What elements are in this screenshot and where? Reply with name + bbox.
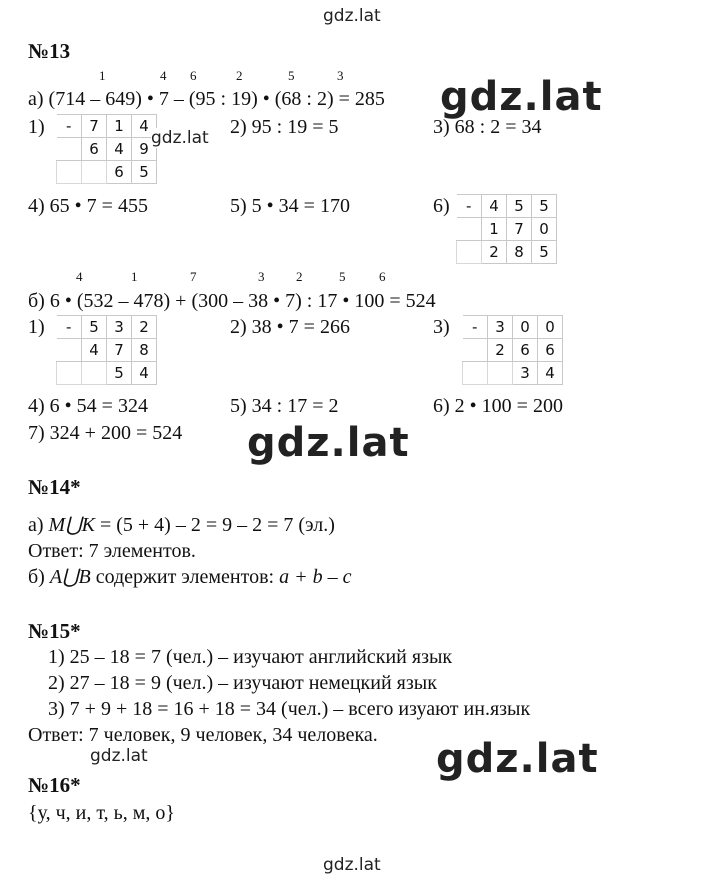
step-b4: 4) 6 • 54 = 324: [28, 395, 148, 417]
cell: [82, 161, 107, 184]
digit: 1: [107, 115, 132, 138]
watermark-big: gdz.lat: [440, 74, 603, 120]
digit: 0: [532, 218, 557, 241]
minus-sign: -: [57, 316, 82, 339]
minus-sign: -: [457, 195, 482, 218]
cell: [488, 362, 513, 385]
calculation: = (5 + 4) – 2 = 9 – 2 = 7 (эл.): [94, 514, 335, 536]
step-a3: 3) 68 : 2 = 34: [433, 116, 542, 138]
order-number: 5: [288, 68, 295, 83]
expression-a: а) (714 – 649) • 7 – (95 : 19) • (68 : 2) = 285: [28, 88, 385, 110]
watermark-big: gdz.lat: [247, 420, 410, 466]
order-number: 5: [339, 269, 346, 284]
digit: 4: [107, 138, 132, 161]
step-a5: 5) 5 • 34 = 170: [230, 195, 350, 217]
digit: 2: [132, 316, 157, 339]
order-number: 6: [379, 269, 386, 284]
minus-sign: -: [57, 115, 82, 138]
problem-13-heading: №13: [28, 39, 71, 63]
digit: 7: [107, 339, 132, 362]
watermark-inline: gdz.lat: [151, 128, 209, 148]
digit: 5: [82, 316, 107, 339]
digit: 8: [132, 339, 157, 362]
order-number: 1: [131, 269, 138, 284]
digit: 6: [82, 138, 107, 161]
digit: 4: [132, 362, 157, 385]
order-number: 4: [160, 68, 167, 83]
digit: 7: [507, 218, 532, 241]
cell: [57, 339, 82, 362]
step-a4: 4) 65 • 7 = 455: [28, 195, 148, 217]
order-number: 7: [190, 269, 197, 284]
set-union: M⋃K: [48, 514, 95, 536]
order-number: 1: [99, 68, 106, 83]
problem-16-heading: №16*: [28, 773, 81, 797]
digit: 4: [132, 115, 157, 138]
cell: [463, 362, 488, 385]
digit: 5: [107, 362, 132, 385]
step-b2: 2) 38 • 7 = 266: [230, 316, 350, 338]
column-subtraction-a1: [56, 114, 157, 184]
order-number: 2: [296, 269, 303, 284]
problem-15-step-2: 2) 27 – 18 = 9 (чел.) – изучают немецкий язык: [48, 672, 437, 694]
column-subtraction-b1: [56, 315, 157, 385]
digit: 3: [513, 362, 538, 385]
digit: 2: [488, 339, 513, 362]
step-label: 3): [433, 316, 450, 338]
problem-14-b: [28, 566, 351, 588]
digit: 4: [538, 362, 563, 385]
problem-15-answer: Ответ: 7 человек, 9 человек, 34 человека.: [28, 724, 378, 746]
digit: 8: [507, 241, 532, 264]
digit: 4: [82, 339, 107, 362]
digit: 5: [532, 195, 557, 218]
digit: 4: [482, 195, 507, 218]
cell: [57, 161, 82, 184]
digit: 2: [482, 241, 507, 264]
step-label: 6): [433, 195, 450, 217]
digit: 3: [488, 316, 513, 339]
cell: [57, 138, 82, 161]
problem-15-step-1: 1) 25 – 18 = 7 (чел.) – изучают английский язык: [48, 646, 453, 668]
formula: a + b – c: [279, 566, 352, 588]
minus-sign: -: [463, 316, 488, 339]
digit: 5: [532, 241, 557, 264]
digit: 7: [82, 115, 107, 138]
set-union: A⋃B: [49, 566, 91, 588]
step-b7: 7) 324 + 200 = 524: [28, 422, 183, 444]
cell: [82, 362, 107, 385]
digit: 1: [482, 218, 507, 241]
order-number: 3: [337, 68, 344, 83]
problem-16-set: {у, ч, и, т, ь, м, о}: [28, 802, 175, 824]
digit: 9: [132, 138, 157, 161]
watermark-big: gdz.lat: [436, 736, 599, 782]
watermark-top: gdz.lat: [323, 6, 381, 26]
step-a2: 2) 95 : 19 = 5: [230, 116, 339, 138]
item-prefix: б): [28, 566, 50, 588]
digit: 6: [538, 339, 563, 362]
digit: 0: [538, 316, 563, 339]
digit: 5: [507, 195, 532, 218]
digit: 6: [513, 339, 538, 362]
step-label: 1): [28, 116, 45, 138]
order-number: 3: [258, 269, 265, 284]
step-label: 1): [28, 316, 45, 338]
statement: содержит элементов:: [90, 566, 280, 588]
digit: 0: [513, 316, 538, 339]
order-number: 6: [190, 68, 197, 83]
column-subtraction-b3: [462, 315, 563, 385]
step-b6: 6) 2 • 100 = 200: [433, 395, 563, 417]
problem-14-heading: №14*: [28, 475, 81, 499]
item-prefix: а): [28, 514, 49, 536]
problem-14-a: [28, 514, 335, 536]
order-number: 2: [236, 68, 243, 83]
problem-15-heading: №15*: [28, 619, 81, 643]
problem-15-step-3: 3) 7 + 9 + 18 = 16 + 18 = 34 (чел.) – всего изуают ин.язык: [48, 698, 531, 720]
cell: [57, 362, 82, 385]
cell: [463, 339, 488, 362]
problem-14-answer: Ответ: 7 элементов.: [28, 540, 196, 562]
expression-b: б) 6 • (532 – 478) + (300 – 38 • 7) : 17 • 100 = 524: [28, 290, 436, 312]
column-subtraction-a6: [456, 194, 557, 264]
digit: 5: [132, 161, 157, 184]
watermark-bottom: gdz.lat: [323, 855, 381, 875]
digit: 3: [107, 316, 132, 339]
digit: 6: [107, 161, 132, 184]
step-b5: 5) 34 : 17 = 2: [230, 395, 339, 417]
cell: [457, 241, 482, 264]
cell: [457, 218, 482, 241]
order-number: 4: [76, 269, 83, 284]
watermark-small: gdz.lat: [90, 746, 148, 766]
